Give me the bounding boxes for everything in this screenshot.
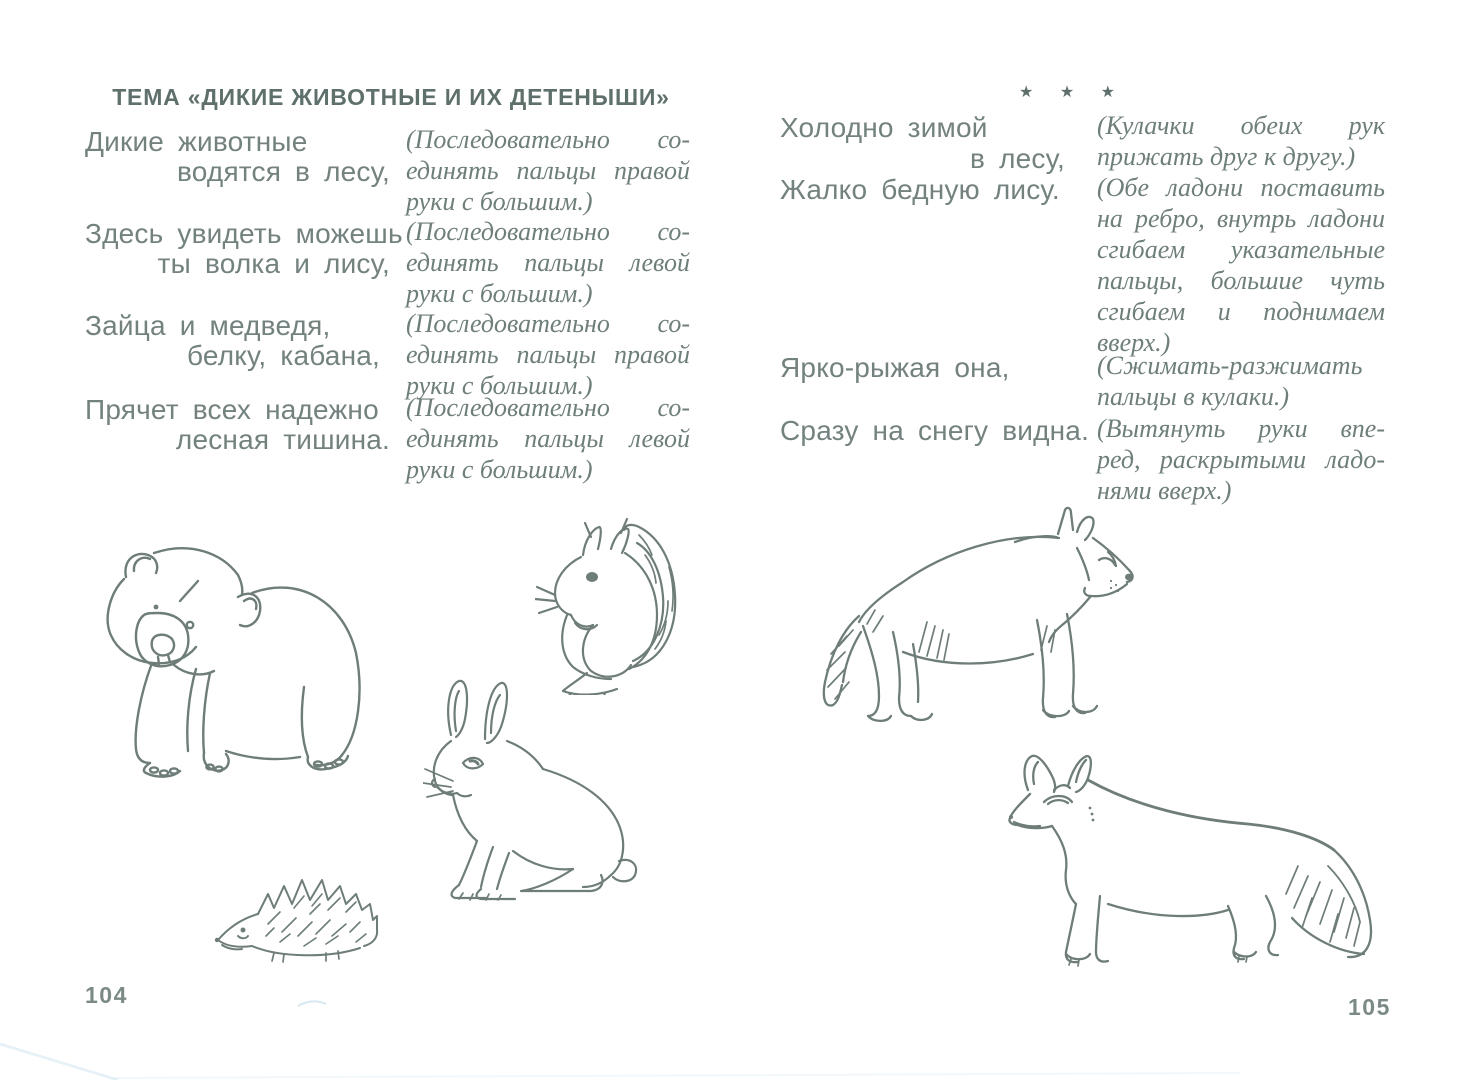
verse-line: Здесь увидеть можешь	[85, 218, 403, 249]
instruction-line: единять пальцы левой	[406, 424, 690, 453]
instruction-line: вверх.)	[1097, 328, 1171, 357]
instruction-line: (Сжимать-разжимать	[1097, 351, 1363, 380]
verse-line: водятся в лесу,	[176, 156, 390, 187]
instruction-line: (Последовательно со-	[406, 309, 690, 338]
instruction-block	[406, 392, 690, 485]
instruction-line: сгибаем и поднимаем	[1097, 297, 1385, 326]
instruction-block	[406, 308, 690, 401]
instruction-block	[1097, 172, 1385, 358]
fox-illustration	[1008, 746, 1378, 972]
instruction-block	[1097, 350, 1385, 412]
page-number: 104	[85, 982, 128, 1008]
squirrel-illustration	[535, 503, 700, 695]
instruction-line: сгибаем указательные	[1097, 235, 1385, 264]
verse-line: лесная тишина.	[175, 424, 390, 455]
verse-line: Дикие животные	[85, 126, 308, 157]
page-title: ТЕМА «ДИКИЕ ЖИВОТНЫЕ И ИХ ДЕТЕНЫШИ»	[112, 84, 670, 110]
section-marker: ★ ★ ★	[1019, 84, 1126, 101]
verse-line: Ярко-рыжая она,	[780, 352, 1010, 383]
instruction-line: (Последовательно со-	[406, 393, 690, 422]
verse-line: Жалко бедную лису.	[780, 174, 1060, 205]
verse-line: Холодно зимой	[780, 112, 988, 143]
instruction-block	[1097, 413, 1385, 506]
instruction-line: руки с большим.)	[406, 279, 593, 308]
instruction-line: ред, раскрытыми ладо-	[1097, 445, 1385, 474]
instruction-line: (Обе ладони поставить	[1097, 173, 1385, 202]
page-number: 105	[1348, 994, 1391, 1020]
instruction-line: единять пальцы правой	[406, 340, 690, 369]
instruction-line: руки с большим.)	[406, 371, 593, 400]
instruction-line: единять пальцы правой	[406, 156, 690, 185]
instruction-line: на ребро, внутрь ладони	[1097, 204, 1385, 233]
hedgehog-illustration	[210, 846, 382, 968]
verse-line: Зайца и медведя,	[85, 310, 331, 341]
instruction-line: прижать друг к другу.)	[1097, 142, 1356, 171]
instruction-line: руки с большим.)	[406, 187, 593, 216]
instruction-line: пальцы, большие чуть	[1097, 266, 1385, 295]
hare-illustration	[423, 673, 645, 905]
verse-line: в лесу,	[970, 143, 1065, 174]
bear-illustration	[100, 545, 375, 785]
verse-line: Прячет всех надежно	[85, 394, 379, 425]
instruction-line: нями вверх.)	[1097, 476, 1232, 505]
verse-line: Сразу на снегу видна.	[780, 415, 1090, 446]
instruction-block	[406, 124, 690, 217]
instruction-line: (Последовательно со-	[406, 125, 690, 154]
instruction-block	[406, 216, 690, 309]
verse-line: белку, кабана,	[186, 340, 380, 371]
instruction-line: единять пальцы левой	[406, 248, 690, 277]
verse-line: ты волка и лису,	[157, 248, 390, 279]
wolf-illustration	[815, 504, 1140, 732]
instruction-block	[1097, 110, 1385, 172]
instruction-line: пальцы в кулаки.)	[1097, 382, 1290, 411]
instruction-line: руки с большим.)	[406, 455, 593, 484]
instruction-line: (Вытянуть руки впе-	[1097, 414, 1385, 443]
instruction-line: (Последовательно со-	[406, 217, 690, 246]
instruction-line: (Кулачки обеих рук	[1097, 111, 1385, 140]
